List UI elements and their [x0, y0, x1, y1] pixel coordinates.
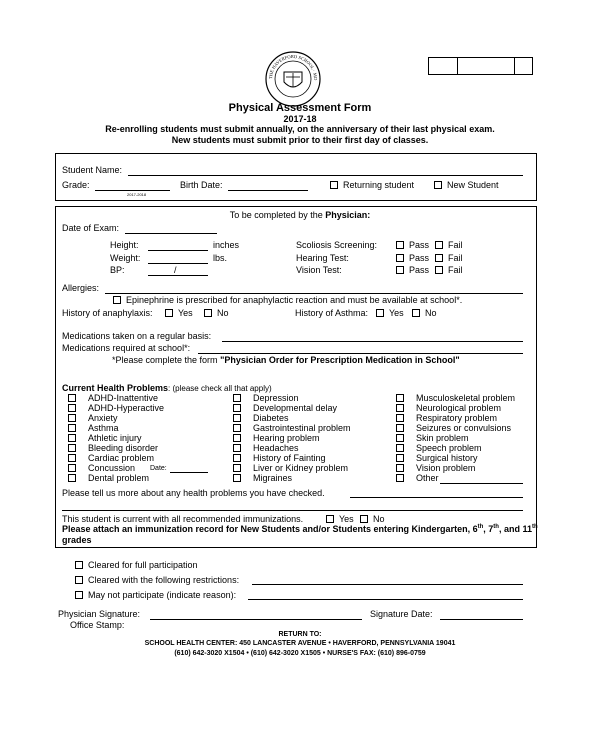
physician-heading: To be completed by the Physician: — [229, 210, 371, 220]
hearing-pass-checkbox[interactable] — [396, 254, 404, 262]
allergies-field[interactable] — [105, 293, 523, 294]
id-box-3[interactable] — [514, 57, 533, 75]
headaches-label: Headaches — [253, 443, 299, 453]
meds-regular-label: Medications taken on a regular basis: — [62, 331, 212, 341]
health-option-cardiac-problem[interactable] — [68, 453, 154, 463]
health-option-athletic-injury[interactable] — [68, 433, 142, 443]
hearing-problem-label: Hearing problem — [253, 433, 320, 443]
seal-text: THE HAVERFORD SCHOOL · MD — [267, 53, 319, 81]
health-option-speech-problem[interactable] — [396, 443, 482, 453]
adhd-hyperactive-label: ADHD-Hyperactive — [88, 403, 165, 413]
concussion-date-label: Date: — [150, 465, 167, 472]
dental-problem-checkbox[interactable] — [68, 474, 76, 482]
health-option-anxiety[interactable] — [68, 413, 118, 423]
student-name-label: Student Name: — [62, 165, 123, 175]
office-stamp-label: Office Stamp: — [70, 620, 125, 630]
history-of-fainting-label: History of Fainting — [253, 453, 326, 463]
musculoskeletal-problem-checkbox[interactable] — [396, 394, 404, 402]
allergies-label: Allergies: — [62, 283, 100, 293]
immunizations-label: This student is current with all recommended immunizations. — [62, 514, 304, 524]
depression-checkbox[interactable] — [233, 394, 241, 402]
anaphylaxis-label: History of anaphylaxis: — [62, 308, 153, 318]
notice-reenrolling: Re-enrolling students must submit annually, on the anniversary of their last physical exam. — [105, 124, 495, 134]
health-option-asthma[interactable] — [68, 423, 119, 433]
not-participate-option[interactable]: May not participate (indicate reason): — [75, 590, 236, 600]
neurological-problem-checkbox[interactable] — [396, 404, 404, 412]
health-option-skin-problem[interactable] — [396, 433, 469, 443]
vision-problem-label: Vision problem — [416, 463, 476, 473]
gastrointestinal-problem-label: Gastrointestinal problem — [253, 423, 351, 433]
health-option-hearing-problem[interactable] — [233, 433, 320, 443]
health-option-headaches[interactable] — [233, 443, 299, 453]
health-option-history-of-fainting[interactable] — [233, 453, 326, 463]
physician-signature-field[interactable] — [150, 619, 362, 620]
new-student-option[interactable] — [434, 180, 499, 190]
skin-problem-checkbox[interactable] — [396, 434, 404, 442]
vision-fail[interactable]: Fail — [435, 265, 463, 275]
speech-problem-checkbox[interactable] — [396, 444, 404, 452]
weight-label: Weight: — [110, 253, 141, 263]
health-option-depression[interactable] — [233, 393, 299, 403]
anxiety-checkbox[interactable] — [68, 414, 76, 422]
liver-or-kidney-problem-label: Liver or Kidney problem — [253, 463, 349, 473]
grades-label: grades — [62, 535, 92, 545]
contact-phone-line: (610) 642-3020 X1504 • (610) 642-3020 X1505 • NURSE'S FAX: (610) 896-0759 — [174, 650, 426, 657]
hearing-pass[interactable]: Pass — [396, 253, 429, 263]
adhd-inattentive-label: ADHD-Inattentive — [88, 393, 159, 403]
diabetes-checkbox[interactable] — [233, 414, 241, 422]
developmental-delay-label: Developmental delay — [253, 403, 338, 413]
anxiety-label: Anxiety — [88, 413, 118, 423]
signature-date-field[interactable] — [440, 619, 523, 620]
date-of-exam-field[interactable] — [125, 233, 217, 234]
scoliosis-fail[interactable]: Fail — [435, 240, 463, 250]
date-of-exam-label: Date of Exam: — [62, 223, 120, 233]
health-option-surgical-history[interactable] — [396, 453, 478, 463]
concussion-label: Concussion — [88, 463, 136, 473]
asthma-no-checkbox[interactable] — [412, 309, 420, 317]
asthma-history-label: History of Asthma: — [295, 308, 369, 318]
surgical-history-checkbox[interactable] — [396, 454, 404, 462]
hearing-fail-checkbox[interactable] — [435, 254, 443, 262]
seizures-or-convulsions-label: Seizures or convulsions — [416, 423, 512, 433]
migraines-label: Migraines — [253, 473, 293, 483]
health-option-concussion[interactable] — [68, 463, 135, 473]
cleared-restrictions-option[interactable]: Cleared with the following restrictions: — [75, 575, 239, 585]
health-option-gastrointestinal-problem[interactable] — [233, 423, 351, 433]
bleeding-disorder-label: Bleeding disorder — [88, 443, 159, 453]
depression-label: Depression — [253, 393, 299, 403]
cardiac-problem-label: Cardiac problem — [88, 453, 155, 463]
form-title: Physical Assessment Form — [228, 102, 372, 114]
vision-pass-checkbox[interactable] — [396, 266, 404, 274]
gastrointestinal-problem-checkbox[interactable] — [233, 424, 241, 432]
id-box-2[interactable] — [457, 57, 515, 75]
health-option-dental-problem[interactable] — [68, 473, 149, 483]
id-box-1[interactable] — [428, 57, 458, 75]
form-year: 2017-18 — [283, 114, 317, 124]
anaphylaxis-yes-checkbox[interactable] — [165, 309, 173, 317]
other-field[interactable] — [440, 483, 523, 484]
complete-form-note: *Please complete the form "Physician Order for Prescription Medication in School" — [112, 355, 460, 365]
health-option-neurological-problem[interactable] — [396, 403, 501, 413]
health-option-bleeding-disorder[interactable] — [68, 443, 158, 453]
asthma-checkbox[interactable] — [68, 424, 76, 432]
health-option-vision-problem[interactable] — [396, 463, 475, 473]
hearing-problem-checkbox[interactable] — [233, 434, 241, 442]
bp-field[interactable] — [148, 275, 208, 276]
meds-school-label: Medications required at school*: — [62, 343, 191, 353]
health-option-respiratory-problem[interactable] — [396, 413, 497, 423]
student-name-field[interactable] — [128, 175, 523, 176]
svg-text:THE HAVERFORD SCHOOL · MDCCCLX — [264, 50, 318, 81]
adhd-inattentive-checkbox[interactable] — [68, 394, 76, 402]
cleared-restrictions-checkbox[interactable] — [75, 576, 83, 584]
asthma-yes[interactable]: Yes — [376, 308, 404, 318]
asthma-yes-checkbox[interactable] — [376, 309, 384, 317]
returning-label: Returning student — [343, 180, 415, 190]
health-option-migraines[interactable] — [233, 473, 292, 483]
health-problems-heading: Current Health Problems: (please check all that apply) — [62, 383, 272, 393]
scoliosis-pass[interactable]: Pass — [396, 240, 429, 250]
scoliosis-fail-checkbox[interactable] — [435, 241, 443, 249]
respiratory-problem-checkbox[interactable] — [396, 414, 404, 422]
skin-problem-label: Skin problem — [416, 433, 469, 443]
hearing-fail[interactable]: Fail — [435, 253, 463, 263]
dental-problem-label: Dental problem — [88, 473, 150, 483]
immunizations-yes[interactable]: Yes — [326, 514, 354, 524]
speech-problem-label: Speech problem — [416, 443, 482, 453]
lbs-unit: lbs. — [213, 253, 228, 263]
birth-date-label: Birth Date: — [180, 180, 223, 190]
immunizations-yes-checkbox[interactable] — [326, 515, 334, 523]
anaphylaxis-no-checkbox[interactable] — [204, 309, 212, 317]
concussion-date-field[interactable] — [170, 472, 208, 473]
history-of-fainting-checkbox[interactable] — [233, 454, 241, 462]
hearing-label: Hearing Test: — [296, 253, 349, 263]
meds-school-field[interactable] — [198, 353, 523, 354]
school-health-center-address: SCHOOL HEALTH CENTER: 450 LANCASTER AVENUE • HAVERFORD, PENNSYLVANIA 19041 — [144, 640, 456, 647]
other-checkbox[interactable] — [396, 474, 404, 482]
not-participate-field[interactable] — [248, 599, 523, 600]
signature-date-label: Signature Date: — [370, 609, 433, 619]
immunizations-no-checkbox[interactable] — [360, 515, 368, 523]
seizures-or-convulsions-checkbox[interactable] — [396, 424, 404, 432]
health-option-adhd-inattentive[interactable] — [68, 393, 158, 403]
birth-date-field[interactable] — [228, 190, 308, 191]
musculoskeletal-problem-label: Musculoskeletal problem — [416, 393, 516, 403]
health-option-musculoskeletal-problem[interactable] — [396, 393, 515, 403]
health-option-developmental-delay[interactable] — [233, 403, 337, 413]
neurological-problem-label: Neurological problem — [416, 403, 502, 413]
developmental-delay-checkbox[interactable] — [233, 404, 241, 412]
vision-problem-checkbox[interactable] — [396, 464, 404, 472]
adhd-hyperactive-checkbox[interactable] — [68, 404, 76, 412]
epinephrine-option[interactable]: Epinephrine is prescribed for anaphylactic reaction and must be available at school*. — [113, 295, 462, 305]
height-label: Height: — [110, 240, 139, 250]
vision-fail-checkbox[interactable] — [435, 266, 443, 274]
restrictions-field[interactable] — [252, 584, 523, 585]
notice-new-students: New students must submit prior to their first day of classes. — [171, 135, 429, 145]
asthma-label: Asthma — [88, 423, 119, 433]
liver-or-kidney-problem-checkbox[interactable] — [233, 464, 241, 472]
anaphylaxis-yes[interactable]: Yes — [165, 308, 193, 318]
headaches-checkbox[interactable] — [233, 444, 241, 452]
health-option-diabetes[interactable] — [233, 413, 289, 423]
respiratory-problem-label: Respiratory problem — [416, 413, 498, 423]
bp-label: BP: — [110, 265, 125, 275]
bleeding-disorder-checkbox[interactable] — [68, 444, 76, 452]
inches-unit: inches — [213, 240, 240, 250]
grade-label: Grade: — [62, 180, 90, 190]
scoliosis-pass-checkbox[interactable] — [396, 241, 404, 249]
tell-more-field-1[interactable] — [350, 497, 523, 498]
diabetes-label: Diabetes — [253, 413, 289, 423]
vision-pass[interactable]: Pass — [396, 265, 429, 275]
height-field[interactable] — [148, 250, 208, 251]
cardiac-problem-checkbox[interactable] — [68, 454, 76, 462]
attach-record-note: Please attach an immunization record for New Students and/or Students entering Kindergarten, 6th, 7th, and 11th — [62, 524, 538, 534]
health-option-seizures-or-convulsions[interactable] — [396, 423, 511, 433]
weight-field[interactable] — [148, 263, 208, 264]
physician-signature-label: Physician Signature: — [58, 609, 141, 619]
returning-checkbox[interactable] — [330, 181, 338, 189]
vision-label: Vision Test: — [296, 265, 342, 275]
new-student-label: New Student — [447, 180, 499, 190]
health-option-liver-or-kidney-problem[interactable] — [233, 463, 348, 473]
surgical-history-label: Surgical history — [416, 453, 478, 463]
health-option-other[interactable] — [396, 473, 439, 483]
bp-slash: / — [174, 265, 177, 275]
asthma-no[interactable]: No — [412, 308, 437, 318]
grade-field[interactable] — [95, 190, 170, 191]
new-student-checkbox[interactable] — [434, 181, 442, 189]
school-seal — [264, 50, 322, 108]
athletic-injury-checkbox[interactable] — [68, 434, 76, 442]
scoliosis-label: Scoliosis Screening: — [296, 240, 378, 250]
concussion-checkbox[interactable] — [68, 464, 76, 472]
anaphylaxis-no[interactable]: No — [204, 308, 229, 318]
tell-more-field-2[interactable] — [62, 510, 523, 511]
returning-student-option[interactable] — [330, 180, 414, 190]
immunizations-no[interactable]: No — [360, 514, 385, 524]
tiny-year-label: 2017-2018 — [127, 192, 147, 197]
migraines-checkbox[interactable] — [233, 474, 241, 482]
cleared-full-option[interactable]: Cleared for full participation — [75, 560, 198, 570]
other-label: Other — [416, 473, 439, 483]
meds-regular-field[interactable] — [222, 341, 523, 342]
athletic-injury-label: Athletic injury — [88, 433, 142, 443]
cleared-full-checkbox[interactable] — [75, 561, 83, 569]
epinephrine-checkbox[interactable] — [113, 296, 121, 304]
health-option-adhd-hyperactive[interactable] — [68, 403, 164, 413]
tell-more-label: Please tell us more about any health problems you have checked. — [62, 488, 325, 498]
return-to-label: RETURN TO: — [278, 631, 322, 638]
not-participate-checkbox[interactable] — [75, 591, 83, 599]
